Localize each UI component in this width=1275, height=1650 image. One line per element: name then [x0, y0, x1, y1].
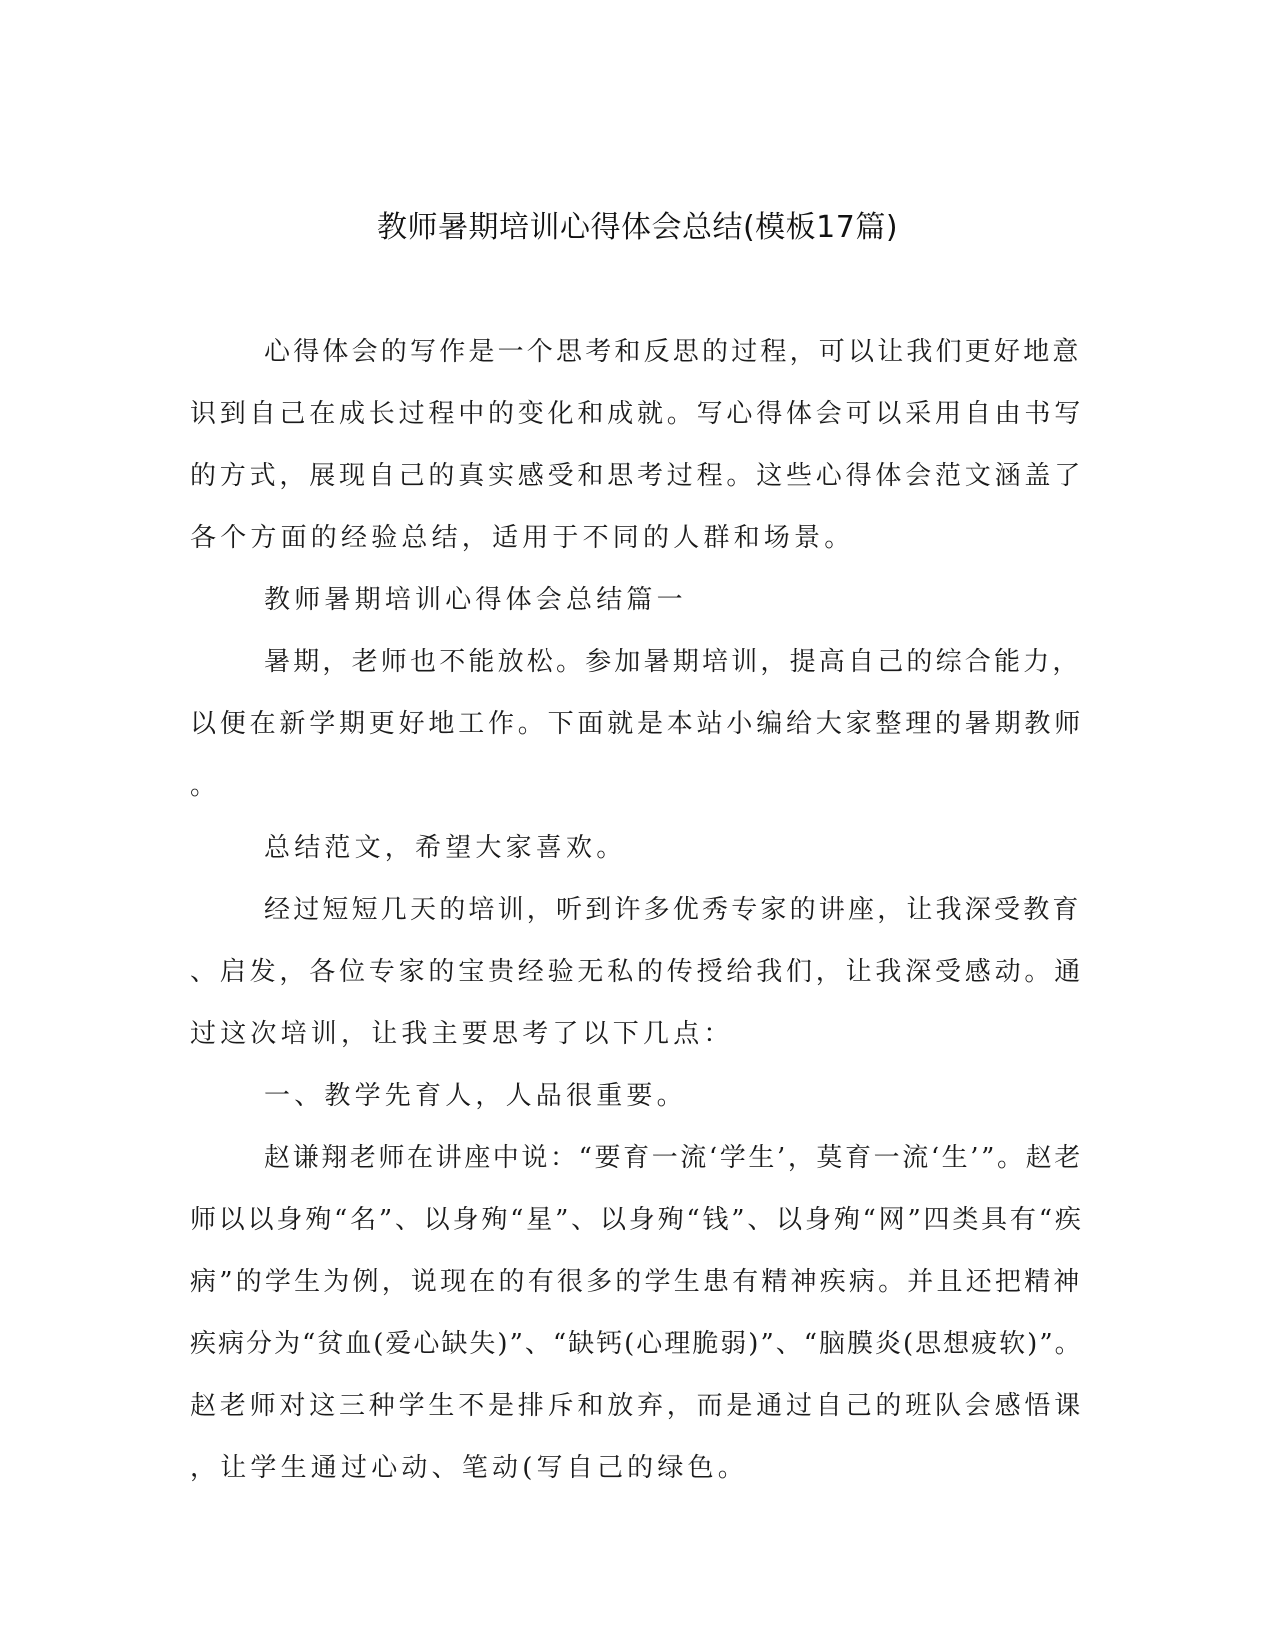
section-heading: 教师暑期培训心得体会总结篇一 — [264, 585, 687, 615]
paragraph-line: 。 — [190, 771, 221, 801]
paragraph-line: 赵老师对这三种学生不是排斥和放弃，而是通过自己的班队会感悟课 — [190, 1391, 1085, 1421]
paragraph-line: 疾病分为“贫血(爱心缺失)”、“缺钙(心理脆弱)”、“脑膜炎(思想疲软)”。 — [190, 1329, 1083, 1359]
paragraph-line: 暑期，老师也不能放松。参加暑期培训，提高自己的综合能力， — [264, 647, 1082, 677]
paragraph-line: 赵谦翔老师在讲座中说：“要育一流‘学生’，莫育一流‘生’”。赵老 — [264, 1143, 1083, 1173]
document-body — [190, 332, 1085, 1510]
paragraph-line: 以便在新学期更好地工作。下面就是本站小编给大家整理的暑期教师 — [190, 709, 1085, 739]
list-point: 一、教学先育人，人品很重要。 — [264, 1081, 687, 1111]
paragraph-line: 识到自己在成长过程中的变化和成就。写心得体会可以采用自由书写 — [190, 399, 1085, 429]
paragraph-line: 师以以身殉“名”、以身殉“星”、以身殉“钱”、以身殉“网”四类具有“疾 — [190, 1205, 1084, 1235]
paragraph-line: 的方式，展现自己的真实感受和思考过程。这些心得体会范文涵盖了 — [190, 461, 1085, 491]
document-title: 教师暑期培训心得体会总结(模板17篇) — [376, 210, 899, 245]
paragraph-line: 过这次培训，让我主要思考了以下几点： — [190, 1019, 734, 1049]
paragraph-line: 总结范文，希望大家喜欢。 — [264, 833, 627, 863]
paragraph-line: 、启发，各位专家的宝贵经验无私的传授给我们，让我深受感动。通 — [190, 957, 1085, 987]
paragraph-line: 病”的学生为例，说现在的有很多的学生患有精神疾病。并且还把精神 — [190, 1267, 1083, 1297]
paragraph-line: ，让学生通过心动、笔动(写自己的绿色。 — [190, 1453, 748, 1483]
paragraph-line: 经过短短几天的培训，听到许多优秀专家的讲座，让我深受教育 — [264, 895, 1082, 925]
paragraph-line: 各个方面的经验总结，适用于不同的人群和场景。 — [190, 523, 855, 553]
paragraph-line: 心得体会的写作是一个思考和反思的过程，可以让我们更好地意 — [264, 337, 1082, 367]
